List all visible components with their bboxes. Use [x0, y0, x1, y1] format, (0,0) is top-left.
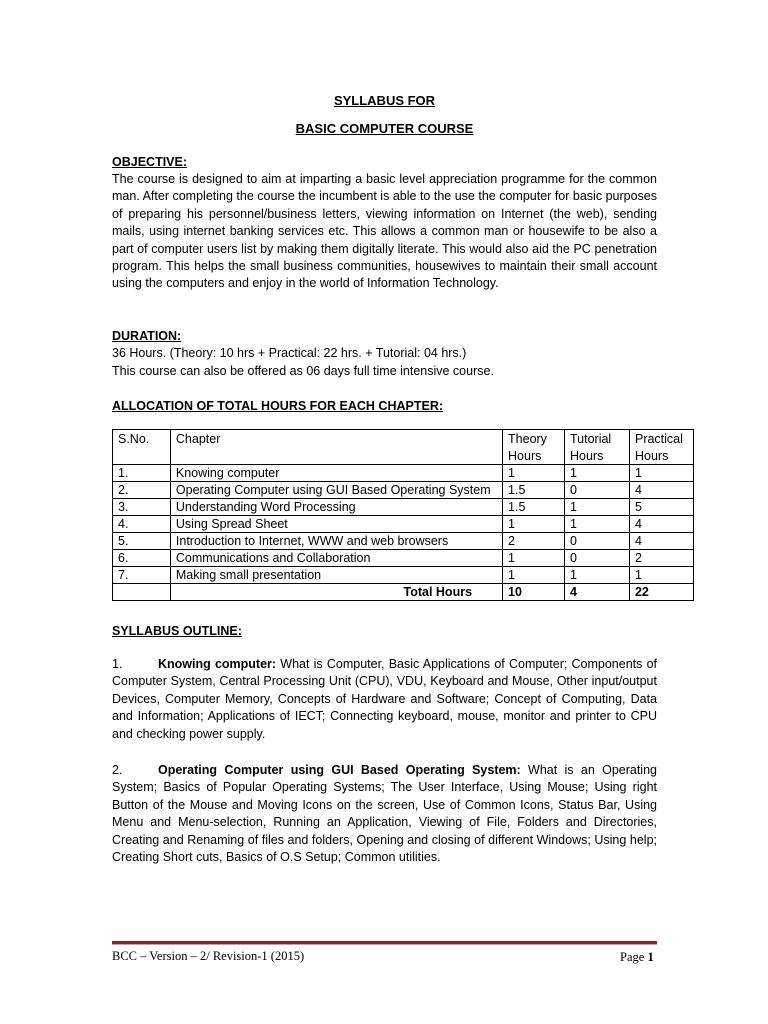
- header-chapter: Chapter: [170, 430, 502, 465]
- cell-sno: 3.: [113, 499, 171, 516]
- duration-line-2: This course can also be offered as 06 days full time intensive course.: [112, 364, 494, 378]
- cell-practical: 4: [629, 533, 693, 550]
- cell-sno-empty: [113, 584, 171, 601]
- outline-item-1: [112, 656, 657, 743]
- footer-rule: [112, 941, 657, 945]
- cell-practical: 4: [629, 516, 693, 533]
- outline-item-number: 2.: [112, 763, 123, 777]
- allocation-heading: ALLOCATION OF TOTAL HOURS FOR EACH CHAPTER:: [112, 399, 444, 413]
- table-row: [113, 516, 694, 533]
- cell-practical: 1: [629, 567, 693, 584]
- cell-sno: 1.: [113, 465, 171, 482]
- objective-text: The course is designed to aim at imparting a basic level appreciation programme for the common man. After completing the course the incumbent is able to the use the computer for basic purposes of preparing his personnel/business letters, viewing information on Internet (the web), sending mails, using internet banking services etc. This allows a common man or housewife to be also a part of computer users list by making them digitally literate. This would also aid the PC penetration program. This helps the small business communities, housewives to maintain their small account using the computers and enjoy in the world of Information Technology.: [112, 172, 657, 291]
- outline-item-number: 1.: [112, 657, 123, 671]
- footer-page: [620, 950, 654, 965]
- outline-item-title: Knowing computer:: [158, 657, 277, 671]
- table-total-row: [113, 584, 694, 601]
- table-row: [113, 465, 694, 482]
- page-label: Page: [620, 950, 645, 964]
- cell-practical: 2: [629, 550, 693, 567]
- total-label: Total Hours: [170, 584, 502, 601]
- table-row: [113, 482, 694, 499]
- cell-sno: 6.: [113, 550, 171, 567]
- outline-item-2: [112, 762, 657, 866]
- cell-tutorial: 1: [564, 499, 629, 516]
- total-practical: 22: [629, 584, 693, 601]
- cell-chapter: Using Spread Sheet: [170, 516, 502, 533]
- header-theory: Theory Hours: [503, 430, 565, 465]
- allocation-table: [112, 429, 694, 601]
- page-number: 1: [647, 950, 654, 964]
- table-row: [113, 567, 694, 584]
- outline-item-title: Operating Computer using GUI Based Operating System:: [158, 763, 521, 777]
- duration-heading: DURATION:: [112, 329, 182, 343]
- objective-heading: OBJECTIVE:: [112, 155, 188, 169]
- outline-heading: SYLLABUS OUTLINE:: [112, 624, 242, 638]
- cell-practical: 5: [629, 499, 693, 516]
- cell-theory: 1.5: [503, 499, 565, 516]
- outline-item-text: What is an Operating System; Basics of Popular Operating Systems; The User Interface, Using Mouse; Using right Button of the Mouse and Moving Icons on the screen, Use of Common Icons, Status Bar, Using Menu and Menu-selection, Running an Application, Viewing of File, Folders and Directories, Creating and Renaming of files and folders, Opening and closing of different Windows; Using help; Creating Short cuts, Basics of O.S Setup; Common utilities.: [112, 763, 657, 865]
- cell-tutorial: 1: [564, 465, 629, 482]
- cell-sno: 2.: [113, 482, 171, 499]
- cell-chapter: Understanding Word Processing: [170, 499, 502, 516]
- title-line-1: SYLLABUS FOR: [333, 93, 436, 108]
- table-row: [113, 550, 694, 567]
- footer-version: BCC – Version – 2/ Revision-1 (2015): [112, 949, 305, 963]
- cell-chapter: Operating Computer using GUI Based Operating System: [170, 482, 502, 499]
- cell-theory: 1: [503, 550, 565, 567]
- total-theory: 10: [503, 584, 565, 601]
- cell-tutorial: 1: [564, 567, 629, 584]
- total-tutorial: 4: [564, 584, 629, 601]
- cell-chapter: Making small presentation: [170, 567, 502, 584]
- cell-theory: 1.5: [503, 482, 565, 499]
- duration-line-1: 36 Hours. (Theory: 10 hrs + Practical: 22 hrs. + Tutorial: 04 hrs.): [112, 346, 467, 360]
- table-header-row: [113, 430, 694, 465]
- header-tutorial: Tutorial Hours: [564, 430, 629, 465]
- cell-sno: 4.: [113, 516, 171, 533]
- cell-theory: 1: [503, 567, 565, 584]
- cell-chapter: Introduction to Internet, WWW and web browsers: [170, 533, 502, 550]
- cell-practical: 1: [629, 465, 693, 482]
- cell-tutorial: 0: [564, 482, 629, 499]
- outline-item-text: What is Computer, Basic Applications of Computer; Components of Computer System, Central Processing Unit (CPU), VDU, Keyboard and Mouse, Other input/output Devices, Computer Memory, Concepts of Hardware and Software; Concept of Computing, Data and Information; Applications of IECT; Connecting keyboard, mouse, monitor and printer to CPU and checking power supply.: [112, 657, 657, 741]
- cell-theory: 2: [503, 533, 565, 550]
- title-line-2: BASIC COMPUTER COURSE: [295, 121, 474, 136]
- cell-sno: 7.: [113, 567, 171, 584]
- cell-tutorial: 0: [564, 533, 629, 550]
- cell-sno: 5.: [113, 533, 171, 550]
- cell-theory: 1: [503, 465, 565, 482]
- cell-tutorial: 1: [564, 516, 629, 533]
- header-practical: Practical Hours: [629, 430, 693, 465]
- header-sno: S.No.: [113, 430, 171, 465]
- table-row: [113, 533, 694, 550]
- cell-tutorial: 0: [564, 550, 629, 567]
- table-row: [113, 499, 694, 516]
- cell-chapter: Knowing computer: [170, 465, 502, 482]
- cell-chapter: Communications and Collaboration: [170, 550, 502, 567]
- cell-practical: 4: [629, 482, 693, 499]
- cell-theory: 1: [503, 516, 565, 533]
